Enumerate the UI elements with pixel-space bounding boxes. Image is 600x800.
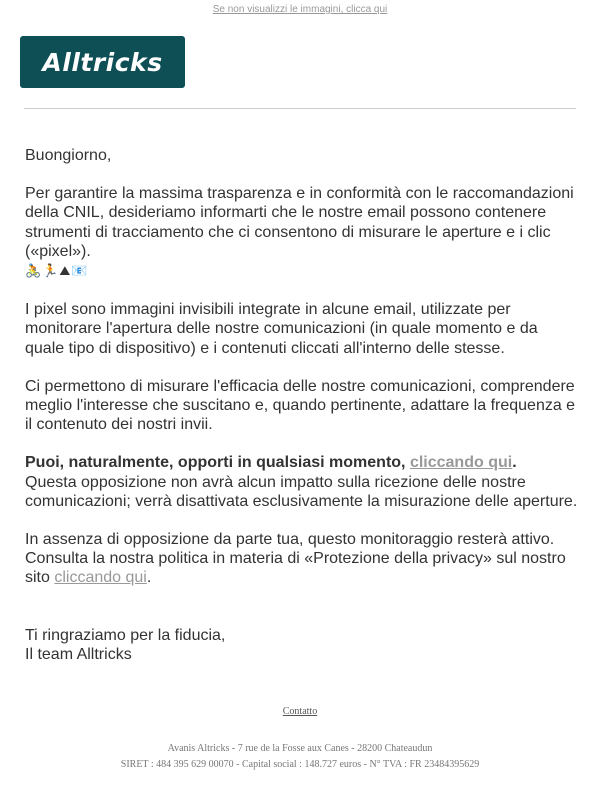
opt-out-paragraph xyxy=(25,453,580,511)
footer-contact xyxy=(0,706,600,717)
email-body xyxy=(25,146,580,664)
intro-paragraph xyxy=(25,184,580,281)
purpose-paragraph: Ci permettono di misurare l'efficacia delle nostre comunicazioni, comprendere meglio l'interesse che suscitano e, quando pertinente, adattare la frequenza e il contenuto dei nostri invii. xyxy=(25,377,576,434)
pixel-explanation: I pixel sono immagini invisibili integrate in alcune email, utilizzate per monitorare l'apertura delle nostre comunicazioni (in quale momento e da quale tipo di dispositivo) e i contenuti cliccati all'interno delle stesse. xyxy=(25,301,538,357)
company-address: Avanis Altricks - 7 rue de la Fosse aux Canes - 28200 Chateaudun xyxy=(167,743,433,754)
contact-link[interactable]: Contatto xyxy=(282,706,318,717)
footer-address xyxy=(0,741,600,773)
opt-out-details: Questa opposizione non avrà alcun impatto sulla ricezione delle nostre comunicazioni; verrà disattivata esclusivamente la misurazione delle aperture. xyxy=(25,473,578,510)
greeting: Buongiorno, xyxy=(25,147,112,164)
activity-emoji-icons: 🚴🏃⛰📧 xyxy=(25,264,89,280)
logo-text: Alltricks xyxy=(42,47,163,77)
privacy-paragraph: In assenza di opposizione da parte tua, questo monitoraggio resterà attivo. Consulta la nostra politica in materia di «Protezione della privacy» sul nostro sito cliccando qui. xyxy=(25,531,566,587)
signature xyxy=(25,626,580,664)
privacy-policy-text: Consulta la nostra politica in materia di «Protezione della privacy» sul nostro sito xyxy=(25,550,566,587)
opt-out-link[interactable]: cliccando qui xyxy=(409,454,513,472)
preheader xyxy=(0,4,600,15)
thanks-text: Ti ringraziamo per la fiducia, xyxy=(25,626,226,644)
privacy-policy-link[interactable]: cliccando qui xyxy=(54,569,147,587)
view-in-browser-link[interactable]: Se non visualizzi le immagini, clicca qui xyxy=(212,4,388,15)
company-legal-info: SIRET : 484 395 629 00070 - Capital social : 148.727 euros - N° TVA : FR 23484395629 xyxy=(120,759,480,770)
monitoring-notice: In assenza di opposizione da parte tua, questo monitoraggio resterà attivo. xyxy=(25,531,555,549)
team-signature: Il team Alltricks xyxy=(25,645,132,663)
header-divider xyxy=(24,108,576,109)
alltricks-logo[interactable] xyxy=(20,36,185,88)
opt-out-heading: Puoi, naturalmente, opporti in qualsiasi momento, cliccando qui. xyxy=(25,454,517,472)
intro-text: Per garantire la massima trasparenza e in conformità con le raccomandazioni della CNIL, desideriamo informarti che le nostre email possono contenere strumenti di tracciamento che ci consentono di misurare le aperture e i clic («pixel»). xyxy=(25,185,574,260)
